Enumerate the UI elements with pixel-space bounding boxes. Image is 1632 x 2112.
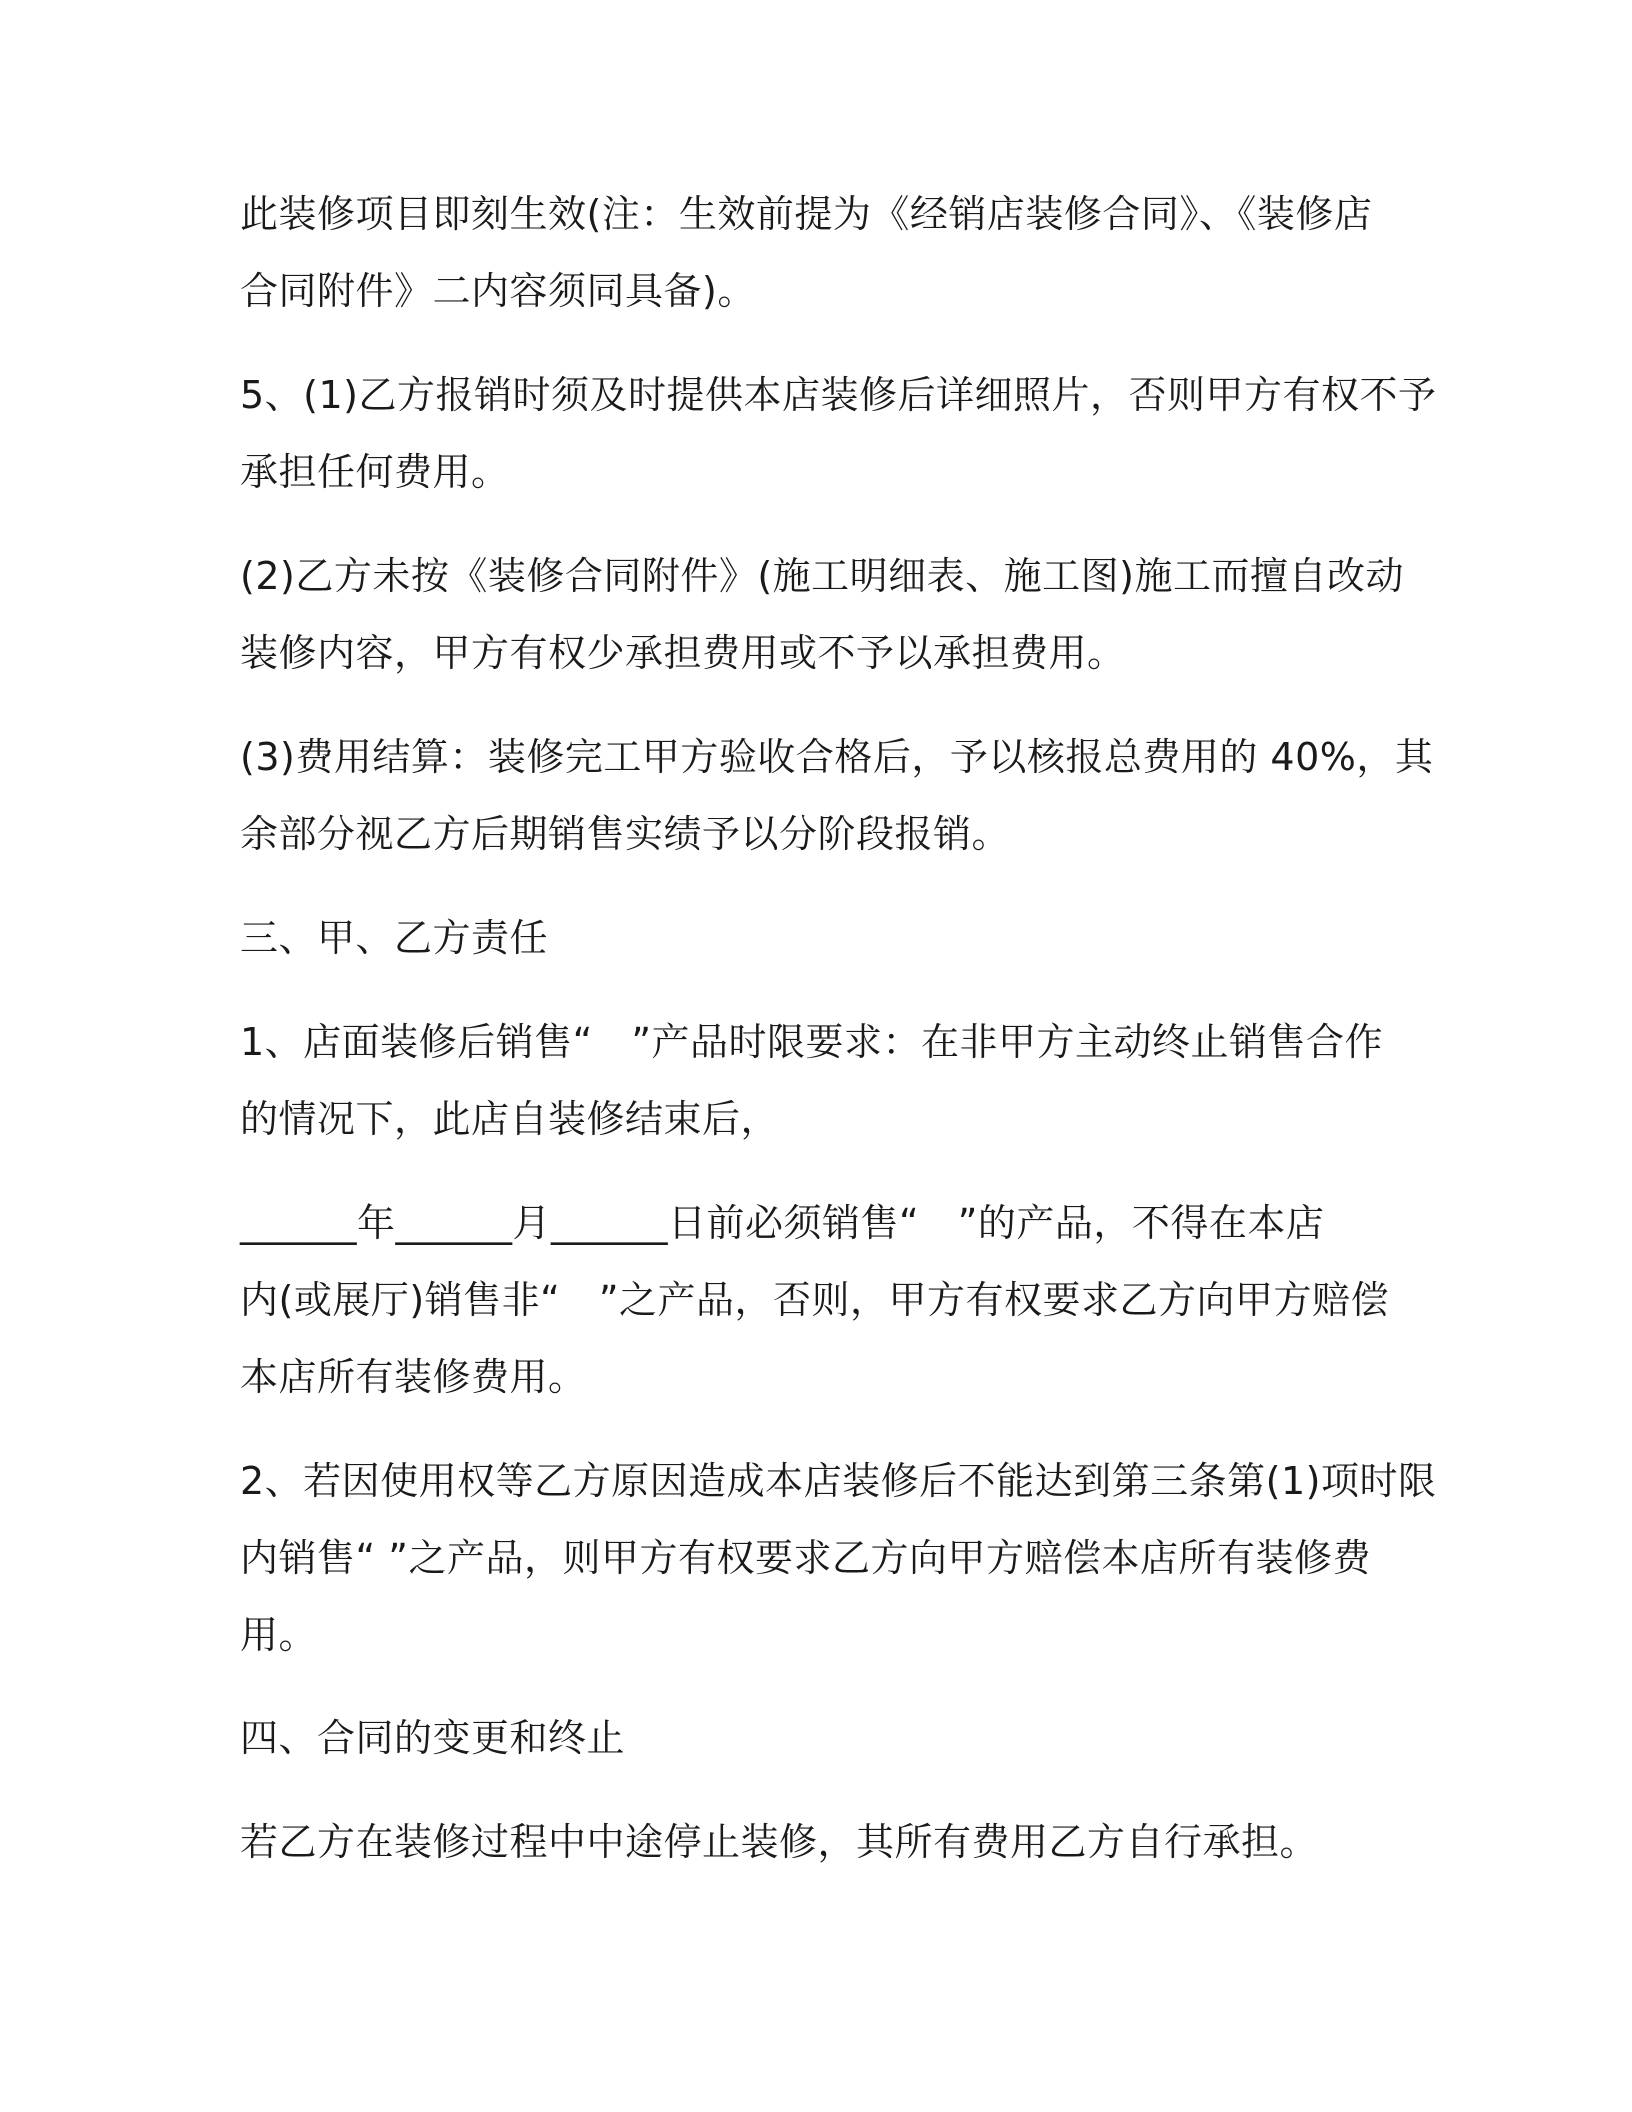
text-line: ______年______月______日前必须销售“ ”的产品，不得在本店	[240, 1201, 1325, 1245]
text-line: 内销售“ ”之产品，则甲方有权要求乙方向甲方赔偿本店所有装修费	[240, 1536, 1371, 1580]
paragraph-clause-5-1	[240, 357, 1437, 511]
text-line: 若乙方在装修过程中中途停止装修，其所有费用乙方自行承担。	[240, 1820, 1319, 1864]
paragraph-clause-3-1	[240, 1004, 1420, 1158]
heading-text: 四、合同的变更和终止	[240, 1716, 626, 1760]
text-line: 用。	[240, 1613, 318, 1657]
text-line: 1、店面装修后销售“ ”产品时限要求：在非甲方主动终止销售合作	[240, 1020, 1384, 1064]
paragraph-effective-clause	[240, 176, 1420, 330]
paragraph-clause-5-2	[240, 538, 1420, 692]
text-line: 内(或展厅)销售非“ ”之产品，否则，甲方有权要求乙方向甲方赔偿	[240, 1278, 1390, 1322]
paragraph-clause-3-2	[240, 1443, 1437, 1674]
section-heading-3	[240, 900, 548, 977]
text-line: (2)乙方未按《装修合同附件》(施工明细表、施工图)施工而擅自改动	[240, 554, 1404, 598]
text-line: 此装修项目即刻生效(注：生效前提为《经销店装修合同》、《装修店	[240, 192, 1373, 236]
paragraph-termination	[240, 1804, 1420, 1881]
text-line: (3)费用结算：装修完工甲方验收合格后，予以核报总费用的 40%，其	[240, 735, 1434, 779]
text-line: 的情况下，此店自装修结束后，	[240, 1097, 780, 1141]
paragraph-clause-5-3	[240, 719, 1434, 873]
heading-text: 三、甲、乙方责任	[240, 916, 549, 960]
text-line: 本店所有装修费用。	[240, 1355, 587, 1399]
text-line: 2、若因使用权等乙方原因造成本店装修后不能达到第三条第(1)项时限	[240, 1459, 1437, 1503]
text-line: 5、(1)乙方报销时须及时提供本店装修后详细照片，否则甲方有权不予	[240, 373, 1437, 417]
text-line: 装修内容，甲方有权少承担费用或不予以承担费用。	[240, 631, 1126, 675]
text-line: 合同附件》二内容须同具备)。	[240, 269, 756, 313]
section-heading-4	[240, 1700, 625, 1777]
text-line: 承担任何费用。	[240, 450, 510, 494]
paragraph-date-requirement	[240, 1185, 1420, 1416]
text-line: 余部分视乙方后期销售实绩予以分阶段报销。	[240, 812, 1011, 856]
